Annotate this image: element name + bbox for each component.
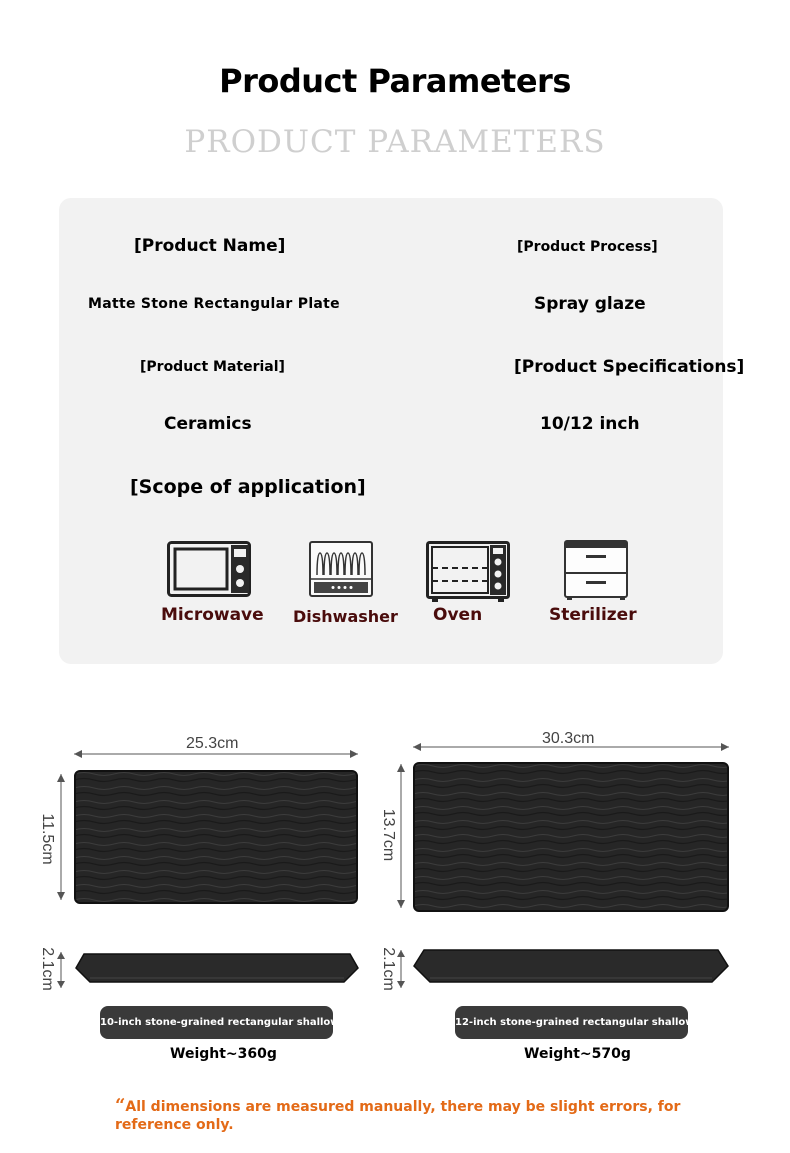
- product-specifications-label: [Product Specifications]: [514, 357, 745, 377]
- app-label-oven: Oven: [433, 605, 483, 625]
- scope-of-application-label: [Scope of application]: [130, 476, 366, 498]
- plate-12-width-label: 30.3cm: [542, 730, 595, 747]
- product-material-label: [Product Material]: [140, 359, 285, 375]
- dishwasher-icon: [309, 541, 373, 597]
- plate-12-caption: 12-inch stone-grained rectangular shallow dish: [455, 1006, 688, 1039]
- parameters-panel: [59, 198, 745, 664]
- plate-12-side-view: [412, 946, 730, 990]
- app-label-dishwasher: Dishwasher: [293, 607, 398, 626]
- microwave-icon: [167, 541, 251, 597]
- plate-12-weight: Weight~570g: [524, 1046, 631, 1062]
- oven-icon: [426, 541, 510, 603]
- plate-12-length-label: 13.7cm: [380, 808, 397, 862]
- plate-10-length-label: 11.5cm: [39, 813, 56, 865]
- product-process-label: [Product Process]: [517, 239, 658, 255]
- measurement-disclaimer: [115, 1097, 695, 1134]
- plate-12-top-view: [413, 762, 729, 912]
- page-title: Product Parameters: [219, 62, 571, 100]
- disclaimer-quote-mark: “: [115, 1095, 126, 1116]
- sterilizer-icon: [564, 540, 628, 600]
- plate-10-caption: 10-inch stone-grained rectangular shallow dish: [100, 1006, 333, 1039]
- app-label-sterilizer: Sterilizer: [549, 605, 637, 625]
- plate-10-width-arrow: [72, 748, 360, 760]
- plate-12-height-label: 2.1cm: [380, 947, 397, 991]
- app-label-microwave: Microwave: [161, 605, 264, 625]
- page-subtitle: PRODUCT PARAMETERS: [184, 124, 606, 160]
- product-name-value: Matte Stone Rectangular Plate: [88, 296, 340, 312]
- product-process-value: Spray glaze: [534, 294, 646, 314]
- product-specifications-value: 10/12 inch: [540, 414, 640, 434]
- plate-10-height-label: 2.1cm: [39, 947, 56, 991]
- plate-10-top-view: [74, 770, 358, 904]
- plate-10-height-arrow: [55, 950, 67, 990]
- product-name-label: [Product Name]: [134, 236, 286, 256]
- product-material-value: Ceramics: [164, 414, 252, 434]
- disclaimer-text: All dimensions are measured manually, there may be slight errors, for reference only.: [115, 1099, 681, 1133]
- plate-10-length-arrow: [55, 772, 67, 902]
- plate-10-width-label: 25.3cm: [186, 735, 239, 752]
- plate-10-weight: Weight~360g: [170, 1046, 277, 1062]
- plate-10-side-view: [74, 950, 360, 990]
- plate-12-width-arrow: [411, 741, 731, 753]
